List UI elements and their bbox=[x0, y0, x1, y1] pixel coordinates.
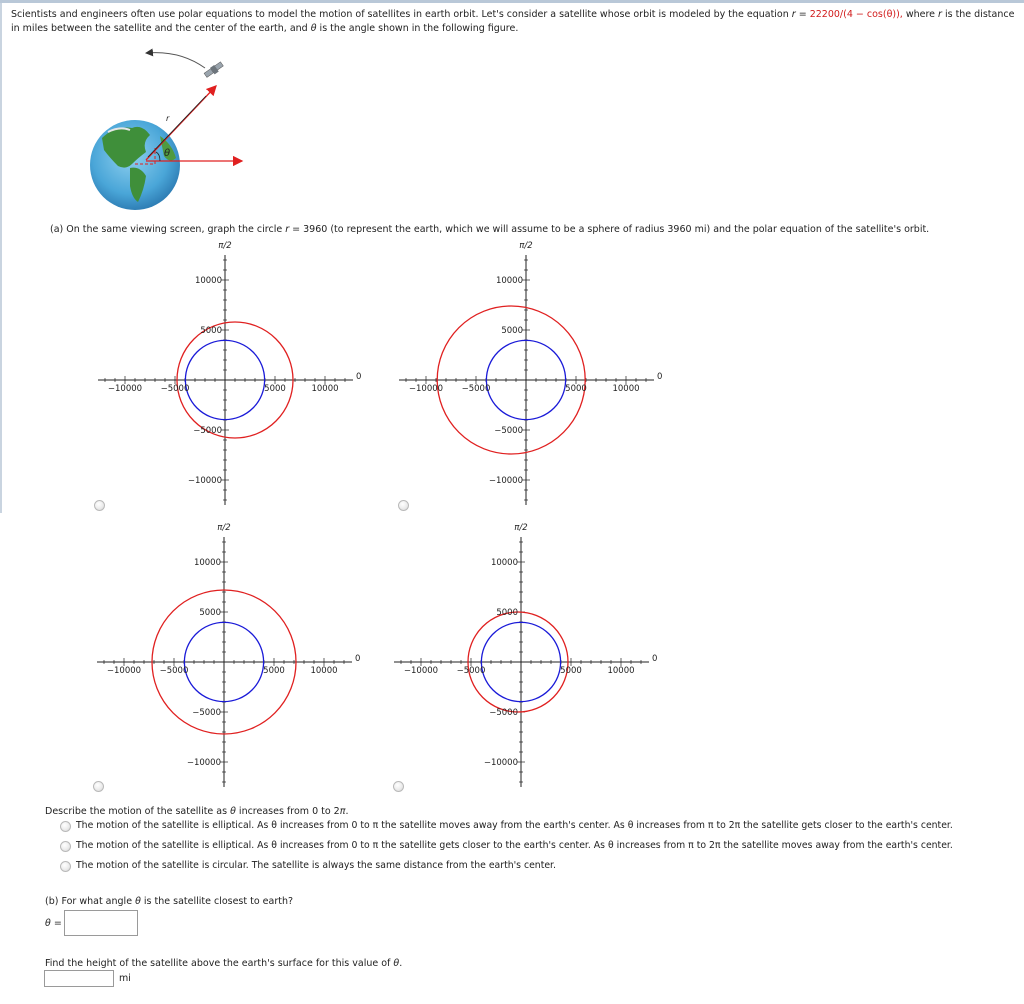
y-tick-label: 5000 bbox=[199, 608, 221, 618]
describe-option-3-label[interactable]: The motion of the satellite is circular. The satellite is always the same distance from the earth's center. bbox=[76, 860, 556, 871]
height-theta: θ bbox=[393, 958, 400, 969]
describe-option-2-label[interactable]: The motion of the satellite is elliptical. As θ increases from 0 to π the satellite gets closer to the earth's center. As θ increases from π to 2π the satellite moves away from the earth's center. bbox=[76, 840, 953, 851]
part-a-text-b: = 3960 (to represent the earth, which we will assume to be a sphere of radius 3960 mi) and the polar equation of the satellite's orbit. bbox=[289, 224, 930, 235]
orbit-curve bbox=[152, 590, 296, 734]
graph-c bbox=[97, 523, 360, 787]
graph-d bbox=[394, 523, 657, 787]
pi-over-2-label: π/2 bbox=[519, 241, 533, 251]
orbit-direction-arrow bbox=[146, 53, 205, 68]
orbit-equation: 22200/(4 − cos(θ)), bbox=[809, 9, 903, 20]
y-tick-label: 10000 bbox=[490, 558, 518, 568]
part-a-r-var: r bbox=[285, 224, 290, 235]
describe-option-1-label[interactable]: The motion of the satellite is elliptical. As θ increases from 0 to π the satellite moves away from the earth's center. As θ increases from π to 2π the satellite gets closer to the earth's center. bbox=[76, 820, 953, 831]
satellite-figure bbox=[80, 40, 260, 220]
graph-b-radio[interactable] bbox=[398, 500, 409, 511]
height-unit: mi bbox=[119, 973, 131, 984]
part-a-text-a: (a) On the same viewing screen, graph the circle bbox=[50, 224, 286, 235]
earth-circle bbox=[481, 622, 560, 701]
intro-r-var: r bbox=[791, 9, 796, 20]
graph-a bbox=[98, 241, 361, 505]
y-tick-label: −10000 bbox=[483, 758, 518, 768]
left-border bbox=[0, 3, 2, 513]
zero-angle-label: 0 bbox=[657, 372, 663, 382]
height-question bbox=[45, 957, 402, 971]
part-b-text-a: (b) For what angle bbox=[45, 896, 136, 907]
describe-theta: θ bbox=[230, 806, 236, 817]
y-tick-label: 10000 bbox=[194, 276, 222, 286]
describe-text-b: increases from 0 to 2 bbox=[235, 806, 340, 817]
orbit-curve bbox=[468, 612, 568, 712]
earth-circle bbox=[185, 340, 264, 419]
y-tick-label: −5000 bbox=[192, 708, 221, 718]
earth-globe bbox=[90, 120, 180, 210]
y-tick-label: −10000 bbox=[186, 758, 221, 768]
part-b-question bbox=[45, 895, 293, 909]
top-border bbox=[0, 0, 1024, 3]
part-a-text bbox=[50, 223, 929, 237]
describe-option-1-radio[interactable] bbox=[60, 821, 71, 832]
y-tick-label: −10000 bbox=[488, 476, 523, 486]
figure-theta-label: θ bbox=[164, 148, 171, 159]
y-tick-label: −5000 bbox=[494, 426, 523, 436]
describe-text-c: . bbox=[345, 806, 349, 817]
theta-answer-input[interactable] bbox=[64, 910, 138, 936]
intro-eq-sign: = bbox=[795, 9, 810, 20]
y-tick-label: 5000 bbox=[501, 326, 523, 336]
describe-option-2-radio[interactable] bbox=[60, 841, 71, 852]
height-text-b: . bbox=[399, 958, 403, 969]
y-tick-label: 10000 bbox=[193, 558, 221, 568]
x-tick-label: −5000 bbox=[456, 666, 486, 676]
x-tick-label: −10000 bbox=[107, 384, 143, 394]
intro-line2-a: in miles between the satellite and the center of the earth, and bbox=[11, 23, 311, 34]
intro-theta: θ bbox=[310, 23, 317, 34]
height-answer-input[interactable] bbox=[44, 970, 114, 987]
x-tick-label: 10000 bbox=[310, 666, 338, 676]
orbit-curve bbox=[437, 306, 585, 454]
intro-part1: Scientists and engineers often use polar equations to model the motion of satellites in earth orbit. Let's consider a satellite whose orbit is modeled by the equation bbox=[11, 9, 792, 20]
x-tick-label: −5000 bbox=[159, 666, 189, 676]
pi-over-2-label: π/2 bbox=[217, 523, 231, 533]
describe-pi: π bbox=[339, 806, 346, 817]
graph-c-radio[interactable] bbox=[93, 781, 104, 792]
graph-d-radio[interactable] bbox=[393, 781, 404, 792]
describe-option-3-radio[interactable] bbox=[60, 861, 71, 872]
y-tick-label: 10000 bbox=[495, 276, 523, 286]
x-tick-label: 5000 bbox=[560, 666, 582, 676]
describe-question bbox=[45, 805, 349, 819]
x-tick-label: −10000 bbox=[408, 384, 444, 394]
intro-r-var2: r bbox=[938, 9, 942, 20]
zero-angle-label: 0 bbox=[356, 372, 362, 382]
graph-b bbox=[399, 241, 662, 505]
x-tick-label: −10000 bbox=[106, 666, 142, 676]
x-tick-label: 5000 bbox=[263, 666, 285, 676]
y-tick-label: −5000 bbox=[489, 708, 518, 718]
graph-a-radio[interactable] bbox=[94, 500, 105, 511]
intro-part2: where bbox=[902, 9, 939, 20]
satellite-icon bbox=[204, 61, 225, 79]
earth-circle bbox=[486, 340, 565, 419]
theta-input-label: θ = bbox=[45, 918, 62, 929]
pi-over-2-label: π/2 bbox=[218, 241, 232, 251]
x-tick-label: 5000 bbox=[565, 384, 587, 394]
height-text-a: Find the height of the satellite above the earth's surface for this value of bbox=[45, 958, 394, 969]
zero-angle-label: 0 bbox=[652, 654, 658, 664]
x-tick-label: 10000 bbox=[607, 666, 635, 676]
pi-over-2-label: π/2 bbox=[514, 523, 528, 533]
y-tick-label: 5000 bbox=[496, 608, 518, 618]
intro-text bbox=[11, 8, 1016, 36]
x-tick-label: 10000 bbox=[612, 384, 640, 394]
describe-text-a: Describe the motion of the satellite as bbox=[45, 806, 231, 817]
intro-part3: is the distance bbox=[941, 9, 1015, 20]
x-tick-label: −5000 bbox=[461, 384, 491, 394]
intro-line2-b: is the angle shown in the following figure. bbox=[316, 23, 519, 34]
x-tick-label: 5000 bbox=[264, 384, 286, 394]
x-tick-label: 10000 bbox=[311, 384, 339, 394]
zero-angle-label: 0 bbox=[355, 654, 361, 664]
x-tick-label: −5000 bbox=[160, 384, 190, 394]
figure-r-label: r bbox=[166, 114, 170, 123]
y-tick-label: 5000 bbox=[200, 326, 222, 336]
x-tick-label: −10000 bbox=[403, 666, 439, 676]
part-b-theta: θ bbox=[135, 896, 141, 907]
part-b-text-b: is the satellite closest to earth? bbox=[140, 896, 294, 907]
y-tick-label: −5000 bbox=[193, 426, 222, 436]
y-tick-label: −10000 bbox=[187, 476, 222, 486]
earth-circle bbox=[184, 622, 263, 701]
orbit-curve bbox=[177, 322, 293, 438]
